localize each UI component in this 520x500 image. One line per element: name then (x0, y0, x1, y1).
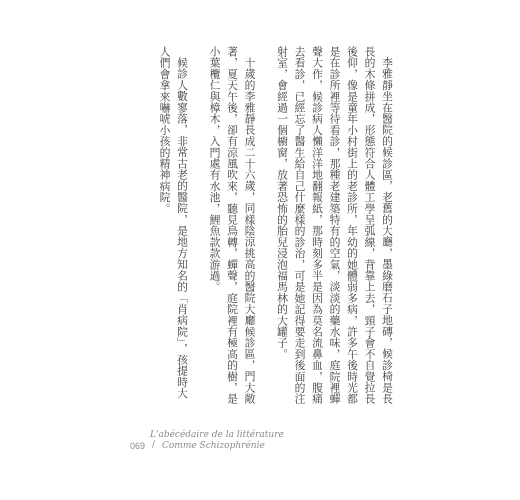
paragraph: 李雅靜坐在醫院的候診區，老舊的大廳，墨綠磨石子地磚，候診椅是長長的木條拼成，形態符合人體工學呈弧線，背靠上去，頸子會不自覺拉長後仰，像是童年小村街上的老診所，年幼的她體弱多病，許多午後時光都是在診所裡等待看診，那種老建築特有的空氣，淡淡的藥水味，庭院裡蟬聲大作，候診病人懶洋洋地翻報紙，那時刻多半是因為莫名流鼻血，腹痛去看診，已經忘了醫生給自己什麼樣的診治，可是她記得要走到後面的注射室，會經過一個櫥窗，放著恐怖的胎兒浸泡福馬林的大罐子。 (276, 46, 394, 405)
book-subtitle: Comme Schizophrénie (162, 441, 265, 451)
vertical-text-body (116, 46, 396, 406)
paragraph: 十歲的李雅靜長成二十六歲，同樣陰涼挑高的醫院大廳候診區，門大敞著，夏天午後，卻有涼風吹來，聽見鳥轉，蟬聲，庭院裡有極高的樹，是小葉欖仁與樟木，入門處有水池，鯉魚款款游過。 (208, 46, 257, 405)
page-footer (130, 430, 390, 470)
page-number: 069 (130, 441, 146, 451)
series-title: L'abécédaire de la littérature (150, 430, 284, 440)
paragraph: 候診人數寥落，非常古老的醫院，是地方知名的「肖病院」，孩提時大人們會拿來嚇唬小孩的精神病院。 (158, 46, 189, 399)
footer-separator: / (152, 440, 156, 450)
